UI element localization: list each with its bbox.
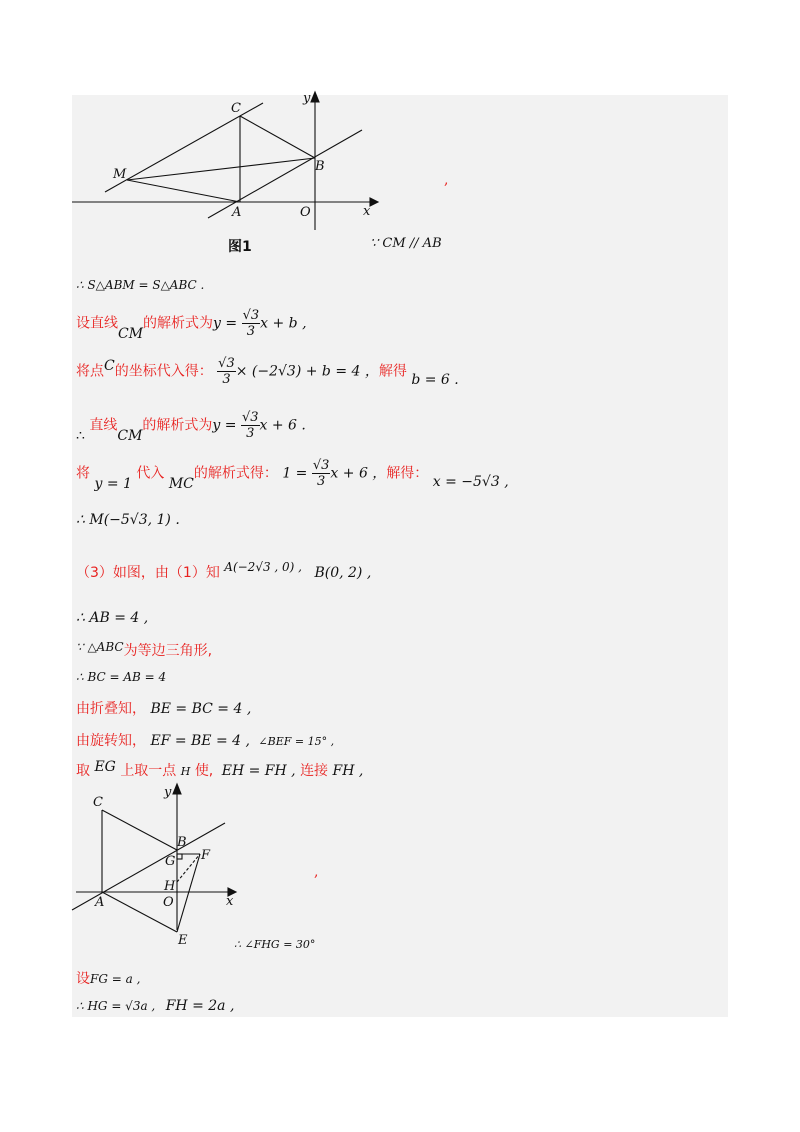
right-angle-mark [177, 854, 182, 859]
label-b: B [315, 159, 325, 174]
m-point-line: ∴ M(−5√3, 1) . [76, 512, 180, 528]
label-o: O [300, 205, 311, 220]
figure-1-comma: , [444, 172, 449, 188]
label-x-2: x [226, 894, 234, 909]
label-e-2: E [178, 933, 188, 948]
figure-1 [60, 88, 460, 258]
area-equality: ∴ S△ABM = S△ABC . [76, 278, 205, 292]
label-y: y [303, 91, 311, 106]
label-g-2: G [165, 854, 176, 869]
part3-line: （3）如图，由（1）知 A(−2√3 , 0) , B(0, 2) , [76, 560, 372, 581]
label-c-2: C [93, 795, 103, 810]
label-a: A [232, 205, 242, 220]
label-x: x [363, 204, 371, 219]
figure-1-caption: 图1 [228, 239, 252, 255]
bc-ab-line: ∴ BC = AB = 4 [76, 670, 167, 684]
segment-cb-2 [102, 810, 177, 850]
segment-ma [127, 180, 240, 202]
cm-equation-line: ∴ 直线CM的解析式为y = $\frac{√3}{3}$ x + 6 . [76, 410, 306, 444]
label-h-2: H [164, 879, 176, 894]
set-cm-line: 设直线CM的解析式为y = $\frac{√3}{3}$ x + b , [76, 308, 307, 342]
because-cm-ab: ∵ CM // AB [370, 236, 442, 251]
hg-fh-line: ∴ HG = √3a , FH = 2a , [76, 998, 235, 1014]
label-y-2: y [164, 785, 172, 800]
y1-substitution-line: 将 y = 1 代入 MC的解析式得： 1 = $\frac{√3}{3}$ x + 6 ，解得： x = −5√3 , [76, 458, 509, 492]
label-o-2: O [163, 895, 174, 910]
set-fg-line: 设FG = a , [76, 971, 141, 987]
figure-2-comma: , [314, 864, 319, 880]
fold-line: 由折叠知， BE = BC = 4 , [76, 701, 252, 717]
x-arrow [370, 198, 378, 206]
label-a-2: A [95, 895, 105, 910]
y-arrow [311, 92, 319, 102]
angle-fhg: ∴ ∠FHG = 30° [234, 938, 316, 951]
take-point-line: 取 EG 上取一点 H 使, EH = FH , 连接 FH , [76, 759, 364, 779]
label-c: C [231, 101, 241, 116]
segment-hf [177, 854, 200, 882]
label-f-2: F [201, 848, 211, 863]
rotation-line: 由旋转知， EF = BE = 4 , ∠BEF = 15° , [76, 733, 335, 749]
label-m: M [113, 167, 127, 182]
figure-2 [60, 778, 260, 953]
y-arrow-2 [173, 784, 181, 794]
segment-ef [177, 854, 200, 932]
ab-4-line: ∴ AB = 4 , [76, 610, 149, 626]
segment-cb [240, 116, 315, 158]
label-b-2: B [177, 835, 187, 850]
line-cm [105, 103, 263, 192]
segment-mb [127, 158, 315, 180]
equilateral-line: ∵ △ABC为等边三角形, [76, 640, 213, 659]
substitute-c-line: 将点C的坐标代入得： $\frac{√3}{3}$ × (−2√3) + b = 4 ，解得 b = 6 . [76, 356, 459, 388]
